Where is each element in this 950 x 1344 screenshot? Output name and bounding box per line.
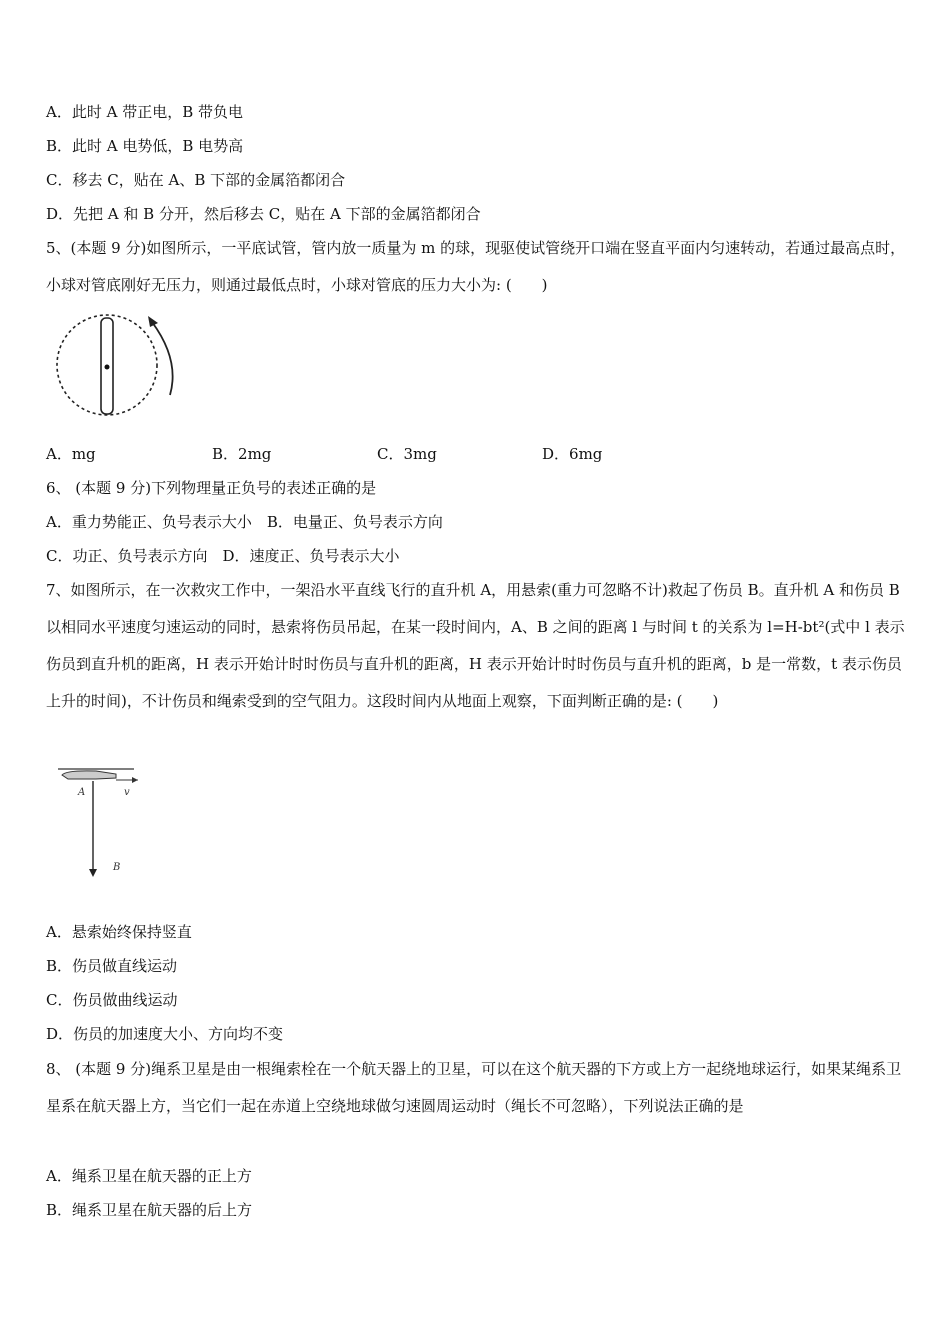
q5-option-a: A．mg (46, 445, 96, 463)
label-v: v (124, 787, 130, 798)
velocity-arrow-head-icon (132, 777, 138, 783)
q6-options-cd: C．功正、负号表示方向 D．速度正、负号表示大小 (46, 547, 400, 565)
q5-option-b: B．2mg (212, 445, 272, 463)
q8-option-b: B．绳系卫星在航天器的后上方 (46, 1201, 253, 1219)
q4-option-a: A．此时 A 带正电，B 带负电 (46, 103, 243, 121)
q8-stem: 8、 (本题 9 分)绳系卫星是由一根绳索栓在一个航天器上的卫星，可以在这个航天器的下方或上方一起绕地球运行，如果某绳系卫星系在航天器上方，当它们一起在赤道上空绕地球做匀速圆周运动时（绳长不可忽略），下列说法正确的是 (46, 1060, 902, 1115)
q7-option-b: B．伤员做直线运动 (46, 957, 178, 975)
q5-test-tube-figure (52, 310, 182, 420)
q4-option-b: B．此时 A 电势低，B 电势高 (46, 137, 244, 155)
q4-option-d: D．先把 A 和 B 分开，然后移去 C，贴在 A 下部的金属箔都闭合 (46, 205, 481, 223)
q8-option-a: A．绳系卫星在航天器的正上方 (46, 1167, 252, 1185)
q5-stem: 5、(本题 9 分)如图所示，一平底试管，管内放一质量为 m 的球，现驱使试管绕开口端在竖直平面内匀速转动，若通过最高点时，小球对管底刚好无压力，则通过最低点时，小球对管底的压力大小为: ( ) (46, 239, 906, 294)
label-b: B (113, 862, 121, 873)
helicopter-icon (62, 771, 116, 779)
q7-helicopter-figure (56, 765, 156, 885)
q4-option-c: C．移去 C，贴在 A、B 下部的金属箔都闭合 (46, 171, 346, 189)
q7-option-d: D．伤员的加速度大小、方向均不变 (46, 1025, 284, 1043)
rope-end-icon (89, 869, 97, 877)
rotation-arrow-icon (152, 322, 173, 395)
arrow-head-icon (148, 316, 158, 327)
q6-options-ab: A．重力势能正、负号表示大小 B．电量正、负号表示方向 (46, 513, 443, 531)
label-a: A (78, 787, 86, 798)
q7-option-a: A．悬索始终保持竖直 (46, 923, 192, 941)
q5-option-d: D．6mg (542, 445, 603, 463)
q6-stem: 6、 (本题 9 分)下列物理量正负号的表述正确的是 (46, 479, 377, 497)
ball (105, 365, 110, 370)
q7-option-c: C．伤员做曲线运动 (46, 991, 178, 1009)
q7-stem: 7、如图所示，在一次救灾工作中，一架沿水平直线飞行的直升机 A，用悬索(重力可忽略不计)救起了伤员 B。直升机 A 和伤员 B 以相同水平速度匀速运动的同时，悬索将伤员吊起，在某一段时间内，A、B 之间的距离 l 与时间 t 的关系为 l=H-bt²(式中 l 表示伤员到直升机的距离，H 表示开始计时时伤员与直升机的距离，H 表示开始计时时伤员与直升机的距离，b 是一常数，t 表示伤员上升的时间)，不计伤员和绳索受到的空气阻力。这段时间内从地面上观察，下面判断正确的是: ( ) (46, 581, 905, 710)
q5-option-c: C．3mg (377, 445, 437, 463)
